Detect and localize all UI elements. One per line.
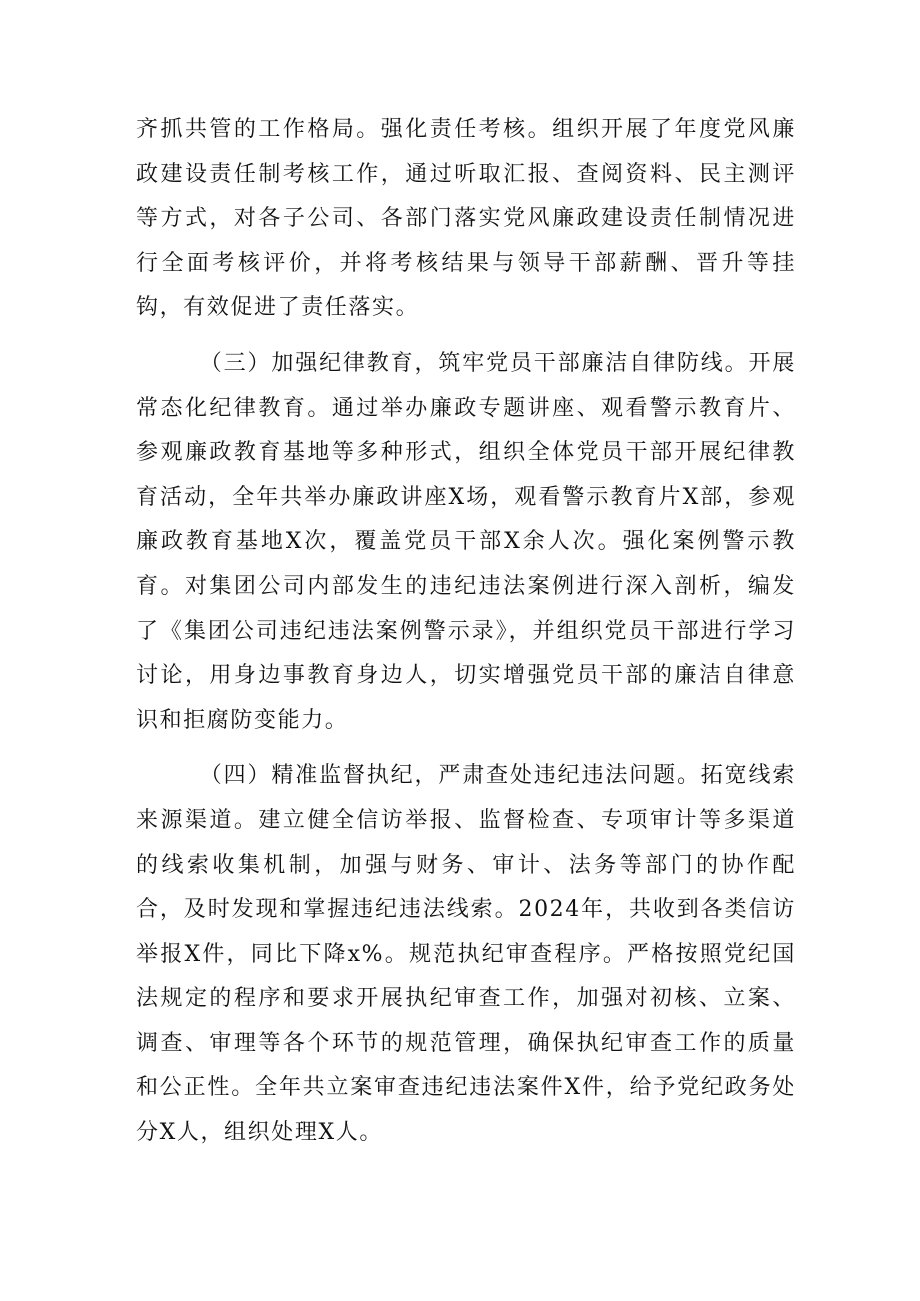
document-body: [136, 108, 796, 1156]
paragraph-responsibility-assessment: 齐抓共管的工作格局。强化责任考核。组织开展了年度党风廉政建设责任制考核工作，通过听取汇报、查阅资料、民主测评等方式，对各子公司、各部门落实党风廉政建设责任制情况进行全面考核评价，并将考核结果与领导干部薪酬、晋升等挂钩，有效促进了责任落实。: [136, 117, 796, 321]
paragraph-gap: [136, 743, 796, 754]
paragraph-discipline-education: （三）加强纪律教育，筑牢党员干部廉洁自律防线。开展常态化纪律教育。通过举办廉政专题讲座、观看警示教育片、参观廉政教育基地等多种形式，组织全体党员干部开展纪律教育活动，全年共举办廉政讲座X场，观看警示教育片X部，参观廉政教育基地X次，覆盖党员干部X余人次。强化案例警示教育。对集团公司内部发生的违纪违法案例进行深入剖析，编发了《集团公司违纪违法案例警示录》，并组织党员干部进行学习讨论，用身边事教育身边人，切实增强党员干部的廉洁自律意识和拒腐防变能力。: [136, 350, 796, 733]
paragraph-supervision-enforcement: （四）精准监督执纪，严肃查处违纪违法问题。拓宽线索来源渠道。建立健全信访举报、监督检查、专项审计等多渠道的线索收集机制，加强与财务、审计、法务等部门的协作配合，及时发现和掌握违纪违法线索。2024年，共收到各类信访举报X件，同比下降x%。规范执纪审查程序。严格按照党纪国法规定的程序和要求开展执纪审查工作，加强对初核、立案、调查、审理等各个环节的规范管理，确保执纪审查工作的质量和公正性。全年共立案审查违纪违法案件X件，给予党纪政务处分X人，组织处理X人。: [136, 763, 796, 1146]
paragraph-gap: [136, 331, 796, 342]
